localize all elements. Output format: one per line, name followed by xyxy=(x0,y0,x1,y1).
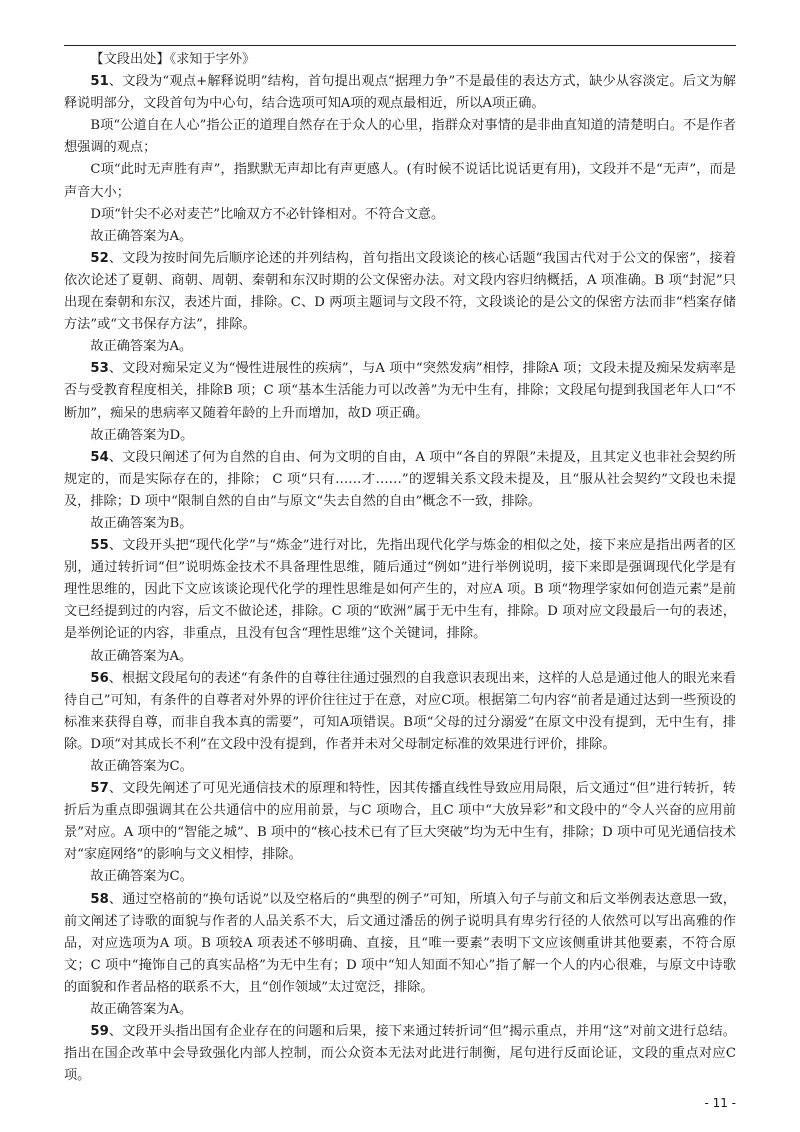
answer-58-analysis: 58、通过空格前的“换句话说”以及空格后的“典型的例子”可知，所填入句子与前文和后文举例表达意思一致，前文阐述了诗歌的面貌与作者的人品关系不大，后文通过潘岳的例子说明具有卑劣行径的人依然可以写出高雅的作品，对应选项为A 项。B 项较A 项表述不够明确、直接，且“唯一要素”表明下文应该侧重讲其他要素，不符合原文；C 项中“掩饰自己的真实品格”为无中生有；D 项中“知人知面不知心”指了解一个人的内心很难，与原文中诗歌的面貌和作者品格的联系不大，且“创作领域”太过宽泛，排除。 xyxy=(64,891,736,995)
document-body xyxy=(64,49,736,1087)
source-line: 【文段出处】《求知于字外》 xyxy=(90,52,256,67)
question-number: 52 xyxy=(90,250,109,266)
page-number: - 11 - xyxy=(704,1096,736,1110)
answer-57-analysis: 57、文段先阐述了可见光通信技术的原理和特性，因其传播直线性导致应用局限，后文通过“但”进行转折，转折后为重点即强调其在公共通信中的应用前景，与C 项吻合，且C 项中“大放异彩”和文段中的“令人兴奋的应用前景”对应。A 项中的“智能之城”、B 项中的“核心技术已有了巨大突破”均为无中生有，排除；D 项中可见光通信技术对“家庭网络”的影响与文义相悖，排除。 xyxy=(64,781,736,863)
question-number: 59 xyxy=(90,1024,109,1040)
answer-56-analysis: 56、根据文段尾句的表述“有条件的自尊往往通过强烈的自我意识表现出来，这样的人总是通过他人的眼光来看待自己”可知，有条件的自尊者对外界的评价往往过于在意，对应C项。根据第二句内容“前者是通过达到一些预设的标准来获得自尊，而非自我本真的需要”，可知A项错误。B项“父母的过分溺爱”在原文中没有提到，无中生有，排除。D项“对其成长不利”在文段中没有提到，作者并未对父母制定标准的效果进行评价，排除。 xyxy=(64,670,736,752)
question-number: 58 xyxy=(90,891,109,907)
answer-57-conclusion: 故正确答案为C。 xyxy=(90,869,193,885)
answer-55-conclusion: 故正确答案为A。 xyxy=(90,648,193,664)
question-number: 57 xyxy=(90,781,109,797)
header-rule xyxy=(64,45,736,46)
answer-51-option-b: B项“公道自在人心”指公正的道理自然存在于众人的心里，指群众对事情的是非曲直知道的清楚明白。不是作者想强调的观点； xyxy=(64,118,736,156)
answer-56-conclusion: 故正确答案为C。 xyxy=(90,759,193,774)
answer-59-analysis: 59、文段开头指出国有企业存在的问题和后果，接下来通过转折词“但”揭示重点，并用“这”对前文进行总结。指出在国企改革中会导致强化内部人控制，而公众资本无法对此进行制衡，尾句进行反面论证，文段的重点对应C 项。 xyxy=(64,1024,736,1084)
question-number: 51 xyxy=(90,74,109,90)
answer-52-analysis: 52、文段为按时间先后顺序论述的并列结构，首句指出文段谈论的核心话题“我国古代对于公文的保密”，接着依次论述了夏朝、商朝、周朝、秦朝和东汉时期的公文保密办法。对文段内容归纳概括，A 项准确。B 项“封泥”只出现在秦朝和东汉，表述片面，排除。C、D 两项主题词与文段不符，文段谈论的是公文的保密方法而非“档案存储方法”或“文书保存方法”，排除。 xyxy=(64,250,736,333)
answer-51-analysis: 51、文段为“观点+解释说明”结构，首句提出观点“据理力争”不是最佳的表达方式，缺少从容淡定。后文为解释说明部分，文段首句为中心句，结合选项可知A项的观点最相近，所以A项正确。 xyxy=(64,74,736,112)
question-number: 55 xyxy=(90,538,109,554)
answer-51-conclusion: 故正确答案为A。 xyxy=(90,228,193,244)
question-number: 54 xyxy=(90,449,109,465)
answer-54-analysis: 54、文段只阐述了何为自然的自由、何为文明的自由，A 项中“各自的界限”未提及，且其定义也非社会契约所规定的，而是实际存在的，排除； C 项“只有……才……”的逻辑关系文段未提及，且“服从社会契约”文段也未提及，排除；D 项中“限制自然的自由”与原文“失去自然的自由”概念不一致，排除。 xyxy=(64,449,736,509)
answer-58-conclusion: 故正确答案为A。 xyxy=(90,1002,193,1018)
question-number: 53 xyxy=(90,361,109,377)
answer-52-conclusion: 故正确答案为A。 xyxy=(90,339,193,355)
answer-55-analysis: 55、文段开头把“现代化学”与“炼金”进行对比，先指出现代化学与炼金的相似之处，接下来应是指出两者的区别，通过转折词“但”说明炼金技术不具备理性思维，随后通过“例如”进行举例说明，接下来即是强调现代化学是有理性思维的，因此下文应该谈论现代化学的理性思维是如何产生的，对应A 项。B 项“物理学家如何创造元素”是前文已经提到过的内容，后文不做论述，排除。C 项的“欧洲”属于无中生有，排除。D 项对应文段最后一句的表述，是举例论证的内容，非重点，且没有包含“理性思维”这个关键词，排除。 xyxy=(64,538,736,642)
answer-54-conclusion: 故正确答案为B。 xyxy=(90,515,193,531)
answer-51-option-d: D项“针尖不必对麦芒”比喻双方不必针锋相对。不符合文意。 xyxy=(90,206,445,222)
answer-53-analysis: 53、文段对痴呆定义为“慢性进展性的疾病”，与A 项中“突然发病”相悖，排除A 项；文段未提及痴呆发病率是否与受教育程度相关，排除B 项；C 项“基本生活能力可以改善”为无中生有，排除；文段尾句提到我国老年人口“不断加”，痴呆的患病率又随着年龄的上升而增加，故D 项正确。 xyxy=(64,361,736,421)
answer-53-conclusion: 故正确答案为D。 xyxy=(90,427,194,443)
question-number: 56 xyxy=(90,670,109,686)
answer-51-option-c: C项“此时无声胜有声”，指默默无声却比有声更感人。(有时候不说话比说话更有用)，文段并不是“无声”，而是声音大小； xyxy=(64,162,736,200)
